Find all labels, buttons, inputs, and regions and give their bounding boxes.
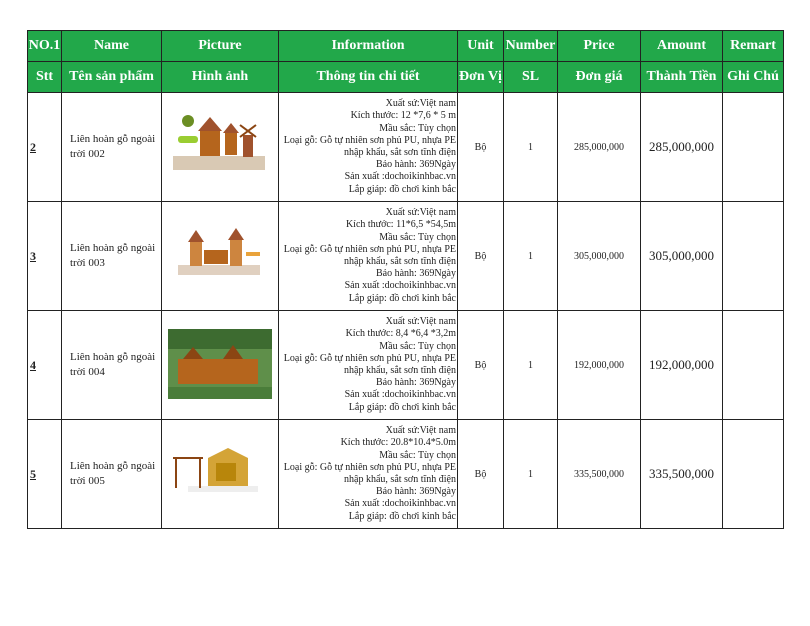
header-information: Information (279, 31, 458, 62)
info-line: Mầu sắc: Tùy chọn (379, 449, 456, 461)
product-name: Liên hoàn gỗ ngoài trời 003 (62, 202, 162, 311)
quantity: 1 (504, 420, 558, 529)
table-row (28, 420, 784, 529)
amount: 335,500,000 (641, 420, 723, 529)
header-price: Price (558, 31, 641, 62)
header-amount: Amount (641, 31, 723, 62)
product-name: Liên hoàn gỗ ngoài trời 005 (62, 420, 162, 529)
product-info (279, 420, 458, 529)
header-picture: Picture (162, 31, 279, 62)
info-line: Lắp giáp: đồ chơi kinh bắc (348, 183, 456, 195)
info-line: Bảo hành: 369Ngày (376, 486, 456, 498)
playground-image (168, 329, 272, 399)
product-picture (162, 93, 279, 202)
header-remark: Remart (723, 31, 784, 62)
table-row (28, 202, 784, 311)
info-line: Loại gỗ: Gỗ tự nhiên sơn phủ PU, nhựa PE (283, 352, 456, 364)
header-stt: Stt (28, 62, 62, 93)
info-line: Xuất sứ:Việt nam (385, 98, 456, 110)
header-unit: Đơn Vị (458, 62, 504, 93)
unit: Bộ (458, 311, 504, 420)
header-unit: Unit (458, 31, 504, 62)
header-remark: Ghi Chú (723, 62, 784, 93)
info-line: Mầu sắc: Tùy chọn (379, 231, 456, 243)
info-line: Xuất sứ:Việt nam (385, 316, 456, 328)
table-row (28, 93, 784, 202)
info-line: Xuất sứ:Việt nam (385, 207, 456, 219)
info-line: nhập khẩu, sắt sơn tĩnh điện (344, 474, 456, 485)
amount: 285,000,000 (641, 93, 723, 202)
info-line: Kích thước: 12 *7,6 * 5 m (350, 110, 456, 122)
quantity: 1 (504, 202, 558, 311)
info-line: Bảo hành: 369Ngày (376, 159, 456, 171)
product-name: Liên hoàn gỗ ngoài trời 002 (62, 93, 162, 202)
amount: 305,000,000 (641, 202, 723, 311)
header-row-vietnamese (28, 62, 784, 93)
unit-price: 335,500,000 (558, 420, 641, 529)
amount: 192,000,000 (641, 311, 723, 420)
info-line: Mầu sắc: Tùy chọn (379, 340, 456, 352)
quantity: 1 (504, 93, 558, 202)
note (723, 93, 784, 202)
product-picture (162, 311, 279, 420)
quantity: 1 (504, 311, 558, 420)
info-line: Loại gỗ: Gỗ tự nhiên sơn phủ PU, nhựa PE (283, 461, 456, 473)
info-line: Xuất sứ:Việt nam (385, 425, 456, 437)
header-amount: Thành Tiền (641, 62, 723, 93)
row-number[interactable]: 3 (28, 202, 62, 311)
unit-price: 192,000,000 (558, 311, 641, 420)
product-info (279, 93, 458, 202)
info-line: nhập khẩu, sắt sơn tĩnh điện (344, 256, 456, 267)
info-line: Mầu sắc: Tùy chọn (379, 122, 456, 134)
info-line: Sản xuất :dochoikinhbac.vn (344, 389, 456, 401)
info-line: Sản xuất :dochoikinhbac.vn (344, 171, 456, 183)
header-picture: Hình ảnh (162, 62, 279, 93)
info-line: nhập khẩu, sắt sơn tĩnh điện (344, 147, 456, 158)
info-line: Lắp giáp: đồ chơi kinh bắc (348, 292, 456, 304)
product-table (27, 30, 784, 529)
header-stt: NO.1 (28, 31, 62, 62)
row-number[interactable]: 2 (28, 93, 62, 202)
playground-image (168, 438, 272, 508)
unit: Bộ (458, 420, 504, 529)
header-number: Number (504, 31, 558, 62)
unit-price: 305,000,000 (558, 202, 641, 311)
header-name: Name (62, 31, 162, 62)
product-picture (162, 202, 279, 311)
product-picture (162, 420, 279, 529)
info-line: Loại gỗ: Gỗ tự nhiên sơn phủ PU, nhựa PE (283, 243, 456, 255)
header-price: Đơn giá (558, 62, 641, 93)
header-number: SL (504, 62, 558, 93)
unit: Bộ (458, 93, 504, 202)
info-line: Kích thước: 20.8*10.4*5.0m (340, 437, 456, 449)
header-name: Tên sản phẩm (62, 62, 162, 93)
playground-image (168, 111, 272, 181)
note (723, 420, 784, 529)
info-line: Bảo hành: 369Ngày (376, 268, 456, 280)
row-number[interactable]: 5 (28, 420, 62, 529)
info-line: Sản xuất :dochoikinhbac.vn (344, 280, 456, 292)
product-name: Liên hoàn gỗ ngoài trời 004 (62, 311, 162, 420)
product-info (279, 202, 458, 311)
playground-image (168, 220, 272, 290)
header-row-english (28, 31, 784, 62)
row-number[interactable]: 4 (28, 311, 62, 420)
info-line: nhập khẩu, sắt sơn tĩnh điện (344, 365, 456, 376)
info-line: Kích thước: 8,4 *6,4 *3,2m (345, 328, 456, 340)
note (723, 311, 784, 420)
note (723, 202, 784, 311)
product-info (279, 311, 458, 420)
info-line: Bảo hành: 369Ngày (376, 377, 456, 389)
unit-price: 285,000,000 (558, 93, 641, 202)
info-line: Kích thước: 11*6,5 *54,5m (345, 219, 456, 231)
info-line: Loại gỗ: Gỗ tự nhiên sơn phủ PU, nhựa PE (283, 134, 456, 146)
header-information: Thông tin chi tiết (279, 62, 458, 93)
table-row (28, 311, 784, 420)
info-line: Sản xuất :dochoikinhbac.vn (344, 498, 456, 510)
info-line: Lắp giáp: đồ chơi kinh bắc (348, 401, 456, 413)
unit: Bộ (458, 202, 504, 311)
info-line: Lắp giáp: đồ chơi kinh bắc (348, 510, 456, 522)
